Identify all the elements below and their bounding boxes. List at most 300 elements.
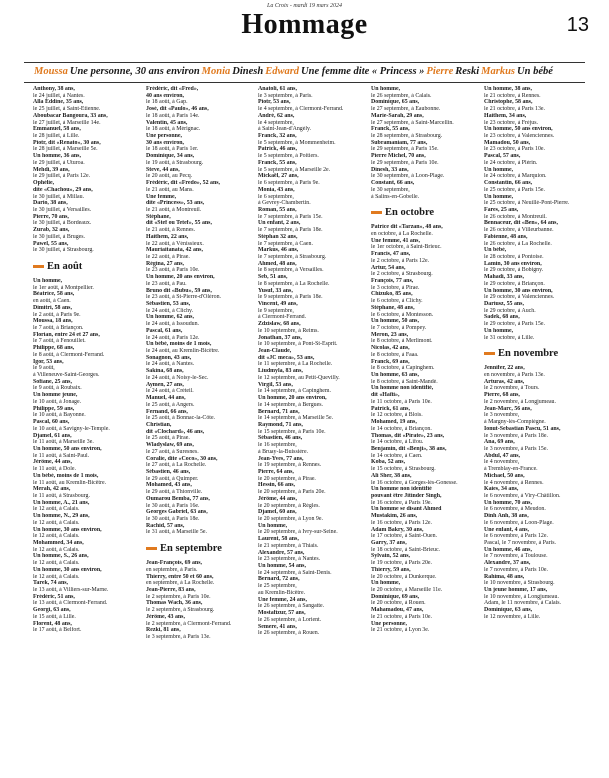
month-heading (146, 542, 251, 555)
entry-name: François, 77 ans, (371, 277, 414, 284)
entry-name: Un homme, 63 ans, (371, 372, 419, 379)
entry-detail: le 27 août, à Suresnes. (146, 448, 199, 455)
entry-name: Mohamed, 19 ans, (371, 419, 417, 426)
entry-detail: le 7 septembre, à Caen. (258, 240, 313, 247)
entry-name: Aboubacar Bangoura, 33 ans, (33, 112, 108, 119)
entry-detail: le 30 juillet, à Versailles. (33, 206, 92, 213)
entry-name: Igor, 53 ans, (33, 358, 64, 365)
entry-name: Pierre, 70 ans, (33, 213, 69, 220)
entry-detail: le 24 août, à Créteil. (146, 388, 194, 395)
entry-name: Jonathan, 37 ans, (258, 334, 302, 341)
entry-detail: le 21 août, à Montreuil. (146, 206, 202, 213)
entry-detail: le 25 août, à Bonnac-la-Côte. (146, 415, 216, 422)
publication-line: La Croix - mardi 19 mars 2024 (267, 3, 342, 9)
entry-detail: le 22 août, à Vénissieux. (146, 240, 204, 247)
entry-name: Yusuf, 33 ans, (258, 287, 293, 294)
banner-name: Markus (481, 66, 516, 77)
entry-name: Un homme, (33, 277, 63, 284)
entry-detail: le 20 octobre, à Dunkerque. (371, 573, 437, 580)
entry-name: Jérôme, 44 ans, (33, 459, 72, 466)
entry-name: Dariusz, 55 ans, (484, 301, 524, 307)
entry-name: Seb, 51 ans, (258, 274, 288, 281)
month-heading-label: En octobre (385, 207, 435, 219)
entry-detail: Pascal, le 7 novembre, à Paris. (484, 540, 556, 546)
entry-detail: le 8 août, à Clermont-Ferrand. (33, 351, 105, 358)
entry-detail: le 10 septembre, à Pont-St-Esprit. (258, 341, 338, 348)
entry-detail: le 10 septembre, à Reims. (258, 327, 319, 334)
entry-name: Artur, 54 ans, (371, 264, 406, 271)
month-heading (371, 206, 476, 219)
entry-detail: le 28 juillet, à Marseille 5e. (33, 146, 98, 153)
entry-detail: le 25 août, à Pirae. (146, 435, 190, 442)
month-heading (484, 347, 589, 360)
entry-detail: le 30 juillet, à Bordeaux. (33, 220, 92, 227)
entry-name: Piotr, dit «Renato», 30 ans, (33, 139, 101, 146)
entry-detail: le 3 octobre, à Pirae. (371, 284, 420, 291)
entry-detail: le 7 août, à Fenouillet. (33, 338, 86, 345)
entry-name: Pawel, 55 ans, (33, 240, 69, 247)
entry-detail: le 29 juillet, à Paris 12e. (33, 173, 91, 180)
entry-detail: le 24 octobre, à Plérin. (484, 159, 538, 166)
entry-name: Ionut-Sebastian Pascu, 51 ans, (484, 425, 561, 432)
entry-name: Jérôme, 44 ans, (258, 495, 297, 502)
entry-name: Un homme, (484, 193, 514, 200)
entry-name: Stéphane, (146, 213, 171, 220)
entry-name: Alexandre, 37 ans, (484, 560, 531, 567)
entry-detail: le 20 octobre, à Marseille 11e. (371, 587, 443, 594)
entry-detail: le 6 novembre, à Viry-Châtillon. (484, 492, 561, 499)
entry-name: Franck, 69 ans, (371, 358, 410, 365)
entry-name: Jean-François, 69 ans, (146, 560, 202, 567)
entry-name: 40 ans environ, (146, 92, 185, 99)
entry-detail: le 14 octobre, à Lifou. (371, 439, 424, 446)
entry-detail: le 26 septembre, à Lorient. (258, 616, 322, 623)
entry-detail: le 21 octobre, à Lyon 3e. (371, 627, 430, 634)
entry-name: Manuel, 44 ans, (146, 395, 186, 402)
entry-name: Mohamed, 43 ans, (146, 482, 192, 489)
entry-detail: le 4 novembre, (484, 459, 520, 466)
entry-name: Lamin, 30 ans environ, (484, 260, 542, 267)
entry-detail: le 29 octobre, à Paris 15e. (484, 321, 546, 328)
entry-detail: le 11 septembre, à La Rochelle. (258, 361, 333, 368)
banner-name: Moussa (34, 66, 68, 77)
entry-detail: le 26 octobre, à Montreuil. (484, 213, 547, 220)
entry-name: Un homme, 46 ans, (484, 546, 532, 553)
entry-detail: le 30 septembre, à Loon-Plage. (371, 173, 445, 180)
entry-name: Un homme, 70 ans, (484, 499, 532, 506)
entry-detail: le 23 octobre, à Valenciennes. (484, 133, 555, 140)
entry-detail: le 2 octobre, à Paris 12e. (371, 257, 430, 264)
entry-name: Virgil, 53 ans, (258, 381, 293, 388)
entry-name: Wladyslaw, 69 ans, (146, 442, 194, 449)
entry-name: Thierry, 59 ans, (371, 566, 411, 573)
entry-name: Rahima, 48 ans, (484, 573, 525, 580)
entry-name: André, 62 ans, (258, 112, 295, 119)
entry-name: Franck, 55 ans, (258, 159, 297, 166)
entry-detail: le 12 août, à Calais. (33, 519, 80, 526)
entry-name: Sébastien, 46 ans, (258, 435, 303, 442)
entry-name: Frédéric, 51 ans, (33, 593, 75, 600)
entry-detail: le 3 septembre, à Paris. (258, 92, 313, 99)
entry-detail: le 25 octobre, à Neuillé-Pont-Pierre. (484, 200, 570, 207)
banner-rule (24, 82, 585, 83)
entry-name: Une personne, (146, 133, 182, 140)
entry-name: Patrick, 61 ans, (371, 405, 410, 412)
entry-detail: le 29 octobre, à Briançon. (484, 280, 545, 287)
entry-name: dit «Clochard», 46 ans, (146, 428, 205, 435)
entry-detail: le 24 août, à Issoudun. (146, 321, 200, 328)
entry-name: Marie-Sarah, 29 ans, (371, 112, 424, 119)
entry-name: Haithem, 34 ans, (484, 112, 527, 119)
entry-detail: le 8 octobre, à Faaa. (371, 351, 419, 358)
entry-name: Fabienne, 48 ans, (484, 233, 528, 240)
entry-name: Un homme, (484, 166, 514, 173)
entry-detail: le 10 août, à Jonage. (33, 398, 82, 405)
entry-detail: le 15 septembre, à Paris 10e. (258, 428, 326, 435)
entry-detail: le 20 septembre, à Paris 20e. (258, 489, 326, 496)
entry-detail: le 8 octobre, à Capinghem. (371, 365, 435, 372)
entry-name: Un homme, S., 26 ans, (33, 553, 89, 560)
banner-name: Un bébé (517, 66, 553, 77)
entry-name: Dominique, 34 ans, (146, 153, 195, 160)
entry-detail: le 14 septembre, à Bergues. (258, 401, 323, 408)
entry-detail: le 26 octobre, à La Rochelle. (484, 240, 552, 247)
entry-name: Ali Sher, 38 ans, (371, 472, 412, 479)
entry-detail: le 12 août, à Calais. (33, 546, 80, 553)
entry-detail: le 29 septembre, à Paris 10e. (371, 159, 439, 166)
entry-name: Béatrice, 58 ans, (33, 291, 75, 298)
entry-name: Thomas Wach, 36 ans, (146, 600, 203, 607)
entry-detail: en septembre, à Paris. (146, 566, 198, 573)
entry-name: Mehdi, 39 ans, (33, 166, 70, 173)
entry-name: Sylvain, 52 ans, (371, 553, 410, 560)
entry-name: Dominique, 65 ans, (371, 99, 420, 106)
entry-name: Bernard, 71 ans, (258, 408, 300, 415)
entry-name: Garry, 37 ans, (371, 540, 407, 546)
entry-name: Une personne, (371, 620, 407, 627)
entry-detail: le 30 septembre, (371, 186, 410, 193)
entry-name: Koba, 52 ans, (371, 459, 406, 466)
entry-detail: à Bruay-la-Buissière. (258, 448, 309, 455)
entry-detail: le 10 novembre, à Longjumeau. (484, 593, 559, 600)
entry-detail: le 17 octobre, à Saint-Ouen. (371, 533, 438, 540)
entry-detail: le 24 juillet, à Nantes. (33, 92, 85, 99)
entry-name: Un homme, 50 ans environ, (484, 126, 553, 133)
entry-detail: le 11 août, à Dole. (33, 466, 76, 473)
entry-name: Mostafizur, 57 ans, (258, 610, 306, 617)
entry-detail: le 12 novembre, à Lille. (484, 613, 541, 620)
entry-detail: le 9 septembre, (258, 307, 294, 314)
entry-name: Un bébé, moins de 1 mois, (33, 472, 99, 479)
entry-name: Roman, 55 ans, (258, 206, 297, 213)
entry-detail: le 26 septembre, à Sangatte. (258, 603, 325, 610)
entry-detail: le 30 août, à Paris 18e. (146, 516, 200, 522)
banner-name: Une personne, 30 ans environ (69, 66, 200, 77)
entry-name: Fernand, 66 ans, (146, 408, 188, 415)
entry-detail: le 21 septembre, à Thiais. (258, 542, 319, 549)
entry-name: Sébastien, 46 ans, (146, 468, 191, 475)
entry-detail: le 24 septembre, à Saint-Denis. (258, 569, 332, 576)
entry-name: Un bébé, (484, 247, 507, 254)
entry-name: Sakina, 68 ans, (146, 368, 184, 375)
entry-name: Haithem, 22 ans, (146, 233, 189, 240)
entry-detail: le 13 août, à Villiers-sur-Marne. (33, 587, 109, 594)
entry-detail: à Villeneuve-Saint-Georges. (33, 372, 100, 379)
entry-name: Moussa, 18 ans, (33, 318, 73, 325)
entry-name: Un homme non identifié (371, 486, 432, 493)
entry-detail: le 21 octobre, à Rennes. (484, 92, 541, 99)
entry-name: Un homme, A., 21 ans, (33, 499, 90, 506)
entry-detail: le 9 septembre, à Paris 18e. (258, 294, 323, 301)
entry-detail: le 20 septembre, à Ivry-sur-Seine. (258, 529, 338, 536)
entry-name: Un homme, 50 ans environ, (33, 445, 102, 452)
entry-name: Sonagnon, 43 ans, (146, 354, 192, 361)
entry-name: Un homme, 62 ans, (146, 314, 194, 321)
entry-name: Rachid, 57 ans, (146, 522, 185, 529)
entry-name: Sofiane, 25 ans, (33, 378, 72, 385)
entry-detail: le 2 septembre, à Strasbourg. (146, 607, 215, 614)
entry-detail: le 16 octobre, à Paris 12e. (371, 519, 433, 526)
entry-name: Pierre, 64 ans, (258, 468, 294, 475)
entry-detail: le 26 octobre, à Villeurbanne. (484, 227, 554, 234)
entry-name: 30 ans environ, (146, 139, 185, 146)
entry-detail: le 6 octobre, à Montesson. (371, 311, 434, 318)
entry-detail: le 20 septembre, à Lyon 9e. (258, 516, 323, 522)
entry-name: dit «Stef ou Tetef», 55 ans, (146, 220, 212, 227)
entry-name: Anthony, 38 ans, (33, 86, 75, 92)
entry-name: Un homme, 36 ans, (33, 153, 81, 160)
entry-name: Un bébé, moins de 1 mois, (146, 341, 212, 348)
entry-name: Frédéric, dit «Fred», (146, 86, 199, 92)
entry-detail: le 26 septembre, à Rouen. (258, 630, 320, 637)
banner-name: Pierre (426, 66, 454, 77)
entry-detail: le 6 septembre, à Paris 9e. (258, 180, 320, 187)
entry-detail: le 25 octobre, à Paris 15e. (484, 186, 546, 193)
entry-detail: le 30 juillet, à Bruges. (33, 233, 86, 240)
column-4 (371, 86, 476, 774)
entry-detail: le 12 septembre, au Petit-Quevilly. (258, 374, 340, 381)
column-2 (146, 86, 251, 774)
entry-detail: le 23 août, à Paris 10e. (146, 267, 200, 274)
entry-detail: le 1er août, à Montpellier. (33, 284, 94, 291)
entry-name: Ophélie, (33, 180, 55, 187)
entry-detail: le 14 octobre, à Caen. (371, 452, 423, 459)
entry-detail: le 19 septembre, à Rennes. (258, 462, 322, 469)
entry-name: Adam Bakry, 30 ans, (371, 526, 424, 533)
entry-name: Philippe, 68 ans, (33, 345, 75, 352)
entry-name: Christian, (146, 421, 172, 428)
entry-detail: le 10 novembre, à Strasbourg. (484, 580, 555, 587)
entry-name: Abdul, 47 ans, (484, 452, 521, 459)
entry-detail: le 24 octobre, à Marquion. (484, 173, 547, 180)
entry-detail: le 8 octobre, à Saint-Mandé. (371, 378, 438, 385)
entry-name: Fares, 25 ans, (484, 206, 519, 213)
entry-detail: le 4 septembre, (258, 119, 294, 126)
entry-name: Patrick, 46 ans, (258, 146, 297, 153)
entry-name: Zdzislaw, 68 ans, (258, 321, 301, 328)
entry-detail: à Saint-Jean-d'Angély. (258, 126, 312, 133)
column-1 (33, 86, 138, 774)
entry-detail: le 19 octobre, à Paris 20e. (371, 560, 433, 567)
entry-name: Une femme, 41 ans, (371, 237, 420, 244)
section-title: Hommage (241, 9, 368, 40)
entry-detail: le 29 septembre, à Paris 15e. (371, 146, 439, 153)
banner-name: Dinesh (232, 66, 264, 77)
entry-name: dite «Princess», 53 ans, (146, 200, 205, 207)
entry-name: Tarek, 74 ans, (33, 580, 69, 587)
entry-detail: le 29 août, à Quimper. (146, 475, 199, 482)
entry-detail: le 11 août, au Kremlin-Bicêtre. (33, 479, 107, 486)
entry-detail: le 27 août, à La Rochelle. (146, 462, 207, 469)
entry-detail: le 24 août, au Kremlin-Bicêtre. (146, 348, 220, 355)
entry-name: Dominique, 63 ans, (484, 607, 533, 614)
entry-detail: le 25 août, à Angers. (146, 401, 195, 408)
entry-detail: le 29 août, à Thionville. (146, 489, 203, 496)
entry-name: dite «Chachou», 29 ans, (33, 186, 93, 193)
entry-detail: en août, à Caen. (33, 298, 71, 305)
entry-name: Ahmed, 48 ans, (258, 260, 297, 267)
entry-name: Jean-Claude, (258, 348, 292, 355)
entry-name: Un homme se disant Ahmed (371, 506, 442, 513)
entry-detail: le 6 novembre, à Meudon. (484, 506, 546, 513)
entry-detail: le 22 août, à Pirae. (146, 253, 190, 260)
entry-detail: le 31 août, à Marseille 5e. (146, 529, 208, 536)
entry-name: Michael, 50 ans, (484, 472, 525, 479)
entry-name: Bruno dit «Bubu», 59 ans, (146, 287, 212, 294)
entry-detail: le 5 septembre, à Mommenheim. (258, 139, 336, 146)
entry-name: Emmanuel, 58 ans, (33, 126, 81, 133)
entry-name: Mahadi, 33 ans, (484, 274, 524, 281)
entry-name: Mustakim, 26 ans, (371, 513, 418, 520)
entry-name: Coralie, dite «Coco», 30 ans, (146, 455, 218, 462)
entry-name: Laurent, 58 ans, (258, 536, 299, 543)
entry-detail: le 8 septembre, à Versailles. (258, 267, 324, 274)
entry-name: Bennaceur, dit «Ben», 64 ans, (484, 220, 558, 227)
entry-name: Pascal, 60 ans, (33, 419, 70, 426)
entry-detail: le 24 août, à Paris 12e. (146, 334, 200, 341)
entry-name: Régina, 27 ans, (146, 260, 184, 267)
entry-detail: le 9 août, à Roubaix. (33, 385, 82, 392)
entry-name: Constant, 66 ans, (371, 180, 415, 187)
entry-name: Nicolas, 42 ans, (371, 345, 410, 352)
entry-detail: le 15 octobre, à Strasbourg. (371, 466, 436, 473)
banner-name: Une femme dite « Princess » (301, 66, 425, 77)
entry-detail: le 24 août, à Noisy-le-Sec. (146, 374, 209, 381)
page-number: 13 (566, 14, 589, 36)
entry-detail: le 20 août, au Pecq. (146, 173, 193, 180)
entry-detail: le 18 octobre, à Saint-Brieuc. (371, 546, 441, 553)
entry-detail: à Margny-lès-Compiègne. (484, 419, 546, 426)
entry-name: Anatoli, 61 ans, (258, 86, 297, 92)
entry-name: Chizuko, 85 ans, (371, 291, 413, 298)
entry-detail: le 24 août, à Clichy. (146, 307, 194, 314)
entry-detail: le 7 septembre, à Strasbourg. (258, 253, 327, 260)
entry-name: Mahamadou, 47 ans, (371, 607, 424, 614)
entry-detail: le 30 juillet, à Millau. (33, 193, 85, 200)
entry-name: Florent, 48 ans, (33, 620, 72, 627)
entry-detail: le 23 août, à St-Pierre-d'Oléron. (146, 294, 221, 301)
entry-name: Dario, 38 ans, (33, 200, 68, 207)
entry-detail: le 5 septembre, à Marseille 2e. (258, 166, 331, 173)
entry-name: Une enfant, 4 ans, (484, 526, 530, 533)
entry-detail: le 11 octobre, à Paris 10e. (371, 398, 432, 405)
entry-name: Jennifer, 22 ans, (484, 365, 525, 372)
entry-detail: le 29 octobre, à Auch. (484, 307, 536, 314)
entry-detail: le 4 septembre, à Clermont-Ferrand. (258, 106, 344, 113)
entry-name: Zurab, 32 ans, (33, 227, 70, 234)
entry-name: Un homme, 20 ans environ, (258, 395, 327, 402)
entry-detail: le 9 août, (33, 365, 55, 372)
entry-detail: le 8 octobre, à Merlimont. (371, 338, 433, 345)
entry-name: Francis, 47 ans, (371, 251, 411, 258)
entry-detail: le 24 août, à Nantes. (146, 361, 195, 368)
entry-detail: le 28 septembre, à Strasbourg. (371, 133, 443, 140)
entry-name: Stéphane, 48 ans, (371, 304, 415, 311)
month-heading (33, 260, 138, 273)
entry-detail: le 27 septembre, à Saint-Marcellin. (371, 119, 454, 126)
entry-name: Vincent, 49 ans, (258, 301, 298, 307)
entry-name: Bernard, 72 ans, (258, 576, 300, 583)
entry-detail: le 12 août, à Calais. (33, 573, 80, 580)
entry-name: Dinh Anh, 38 ans, (484, 513, 529, 520)
entry-name: Mickaël, 27 ans, (258, 173, 299, 180)
entry-detail: le 7 août, à Briançon. (33, 325, 84, 331)
entry-name: Djamel, 61 ans, (33, 432, 72, 439)
entry-name: Un homme, (258, 522, 288, 529)
entry-detail: le 30 juillet, à Strasbourg. (33, 247, 94, 254)
entry-name: Rezki, 81 ans, (146, 627, 181, 634)
entry-detail: le 26 septembre, à Calais. (371, 92, 432, 99)
entry-detail: le 28 octobre, à Pontoise. (484, 253, 544, 260)
entry-name: Pascal, 61 ans, (146, 327, 183, 334)
entry-name: Stéphan 32 ans, (258, 233, 298, 240)
month-heading-label: En août (47, 260, 83, 272)
entry-name: Ana, 69 ans, (484, 439, 515, 446)
entry-detail: le 20 septembre, à Pirae. (258, 475, 316, 482)
entry-detail: le 10 août, à Savigny-le-Temple. (33, 425, 110, 432)
entry-detail: le 7 septembre, à Paris 15e. (258, 213, 323, 220)
entry-name: Oumarou Bemba, 77 ans, (146, 495, 210, 502)
entry-detail: le 12 octobre, à Blois. (371, 412, 423, 419)
entry-name: Pascal, 57 ans, (484, 153, 521, 160)
entry-detail: à Clermont-Ferrand. (258, 314, 307, 321)
entry-name: Jean-Marc, 56 ans, (484, 405, 532, 412)
entry-detail: le 28 juillet, à Lille. (33, 133, 80, 140)
entry-detail: le 18 août, à Mérignac. (146, 126, 201, 133)
entry-detail: le 25 juillet, à Saint-Étienne. (33, 106, 101, 113)
entry-name: Pierre, 68 ans, (484, 392, 520, 399)
entry-name: Valentin, 45 ans, (146, 119, 188, 126)
entry-detail: le 11 août, à Marseille 3e. (33, 439, 94, 446)
entry-name: Constantin, 66 ans, (484, 180, 533, 187)
entry-name: Semere, 41 ans, (258, 623, 297, 630)
entry-name: Mohammed, 34 ans, (33, 540, 84, 546)
entry-detail: le 19 août, à Strasbourg. (146, 159, 204, 166)
entry-name: Mamadou, 50 ans, (484, 139, 531, 146)
banner-name: Edward (265, 66, 300, 77)
entry-detail: le 27 juillet, à Marseille 14e. (33, 119, 101, 126)
entry-name: Kaies, 34 ans, (484, 486, 519, 493)
entry-name: Mauriaitanata, 42 ans, (146, 247, 203, 254)
entry-name: Un homme, 30 ans environ, (33, 526, 102, 533)
entry-detail: le 20 octobre, à Rouen. (371, 600, 426, 607)
entry-detail: le 18 août, à Paris 1er. (146, 146, 199, 153)
entry-name: Djamel, 60 ans, (258, 509, 297, 516)
entry-name: Piotr, 53 ans, (258, 99, 291, 106)
entry-name: Merah, 42 ans, (33, 486, 71, 493)
entry-detail: le 3 novembre, à Paris 18e. (484, 432, 548, 439)
entry-detail: en octobre, à La Rochelle. (371, 230, 433, 237)
